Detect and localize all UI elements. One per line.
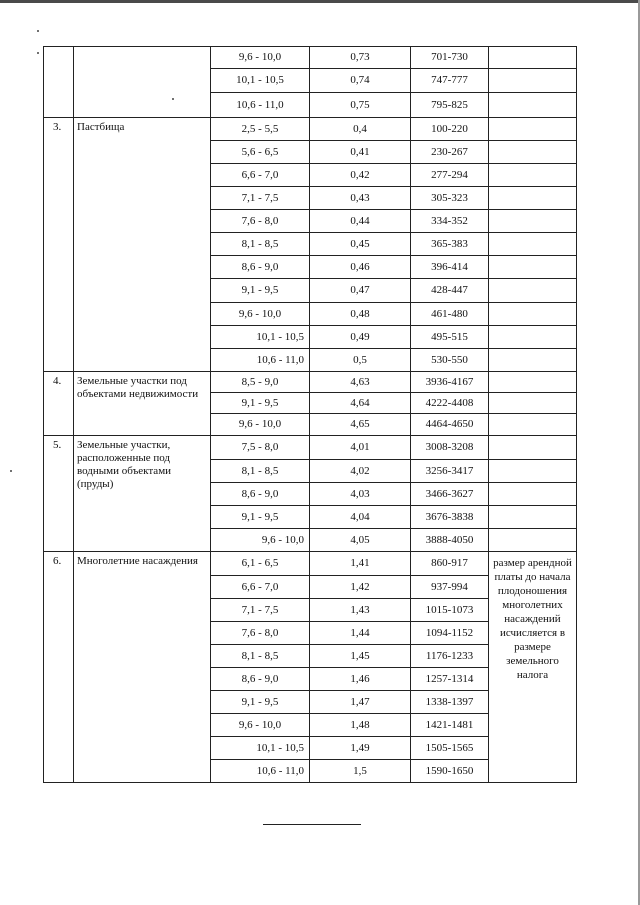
rent-range-cell: 1257-1314 [411, 668, 489, 691]
coefficient-cell: 0,4 [310, 118, 411, 141]
score-range-cell: 6,6 - 7,0 [211, 164, 310, 187]
score-range-cell: 10,6 - 11,0 [211, 93, 310, 118]
score-range-cell: 8,6 - 9,0 [211, 668, 310, 691]
score-range-cell: 10,1 - 10,5 [211, 326, 310, 349]
score-range-cell: 6,6 - 7,0 [211, 576, 310, 599]
score-range-cell: 9,6 - 10,0 [211, 303, 310, 326]
coefficient-cell: 1,45 [310, 645, 411, 668]
rent-range-cell: 230-267 [411, 141, 489, 164]
note-cell: размер арендной платы до начала плодоношения многолетних насаждений исчисляется в размере земельного налога [489, 552, 577, 783]
rent-range-cell: 100-220 [411, 118, 489, 141]
score-range-cell: 10,6 - 11,0 [211, 760, 310, 783]
rent-rates-table [43, 46, 577, 783]
score-range-cell: 9,1 - 9,5 [211, 506, 310, 529]
score-range-cell: 9,1 - 9,5 [211, 279, 310, 303]
coefficient-cell: 1,46 [310, 668, 411, 691]
land-category-name: Пастбища [74, 118, 211, 372]
table-row [44, 118, 577, 141]
row-number: 6. [44, 552, 74, 783]
score-range-cell: 7,6 - 8,0 [211, 622, 310, 645]
score-range-cell: 5,6 - 6,5 [211, 141, 310, 164]
note-cell-empty [489, 349, 577, 372]
score-range-cell: 8,1 - 8,5 [211, 645, 310, 668]
rent-range-cell: 701-730 [411, 47, 489, 69]
coefficient-cell: 1,44 [310, 622, 411, 645]
coefficient-cell: 1,41 [310, 552, 411, 576]
rent-range-cell: 3256-3417 [411, 460, 489, 483]
coefficient-cell: 1,5 [310, 760, 411, 783]
score-range-cell: 9,1 - 9,5 [211, 691, 310, 714]
table-row [44, 47, 577, 69]
score-range-cell: 8,6 - 9,0 [211, 483, 310, 506]
score-range-cell: 9,6 - 10,0 [211, 47, 310, 69]
coefficient-cell: 0,73 [310, 47, 411, 69]
rent-range-cell: 1590-1650 [411, 760, 489, 783]
score-range-cell: 8,1 - 8,5 [211, 233, 310, 256]
coefficient-cell: 0,41 [310, 141, 411, 164]
coefficient-cell: 0,45 [310, 233, 411, 256]
note-cell-empty [489, 187, 577, 210]
score-range-cell: 8,6 - 9,0 [211, 256, 310, 279]
rent-range-cell: 1421-1481 [411, 714, 489, 737]
coefficient-cell: 4,05 [310, 529, 411, 552]
score-range-cell: 7,1 - 7,5 [211, 187, 310, 210]
coefficient-cell: 0,46 [310, 256, 411, 279]
rent-range-cell: 396-414 [411, 256, 489, 279]
note-cell-empty [489, 414, 577, 436]
note-cell-empty [489, 483, 577, 506]
land-category-name: Земельные участки, расположенные под водными объектами (пруды) [74, 436, 211, 552]
note-cell-empty [489, 141, 577, 164]
score-range-cell: 9,6 - 10,0 [211, 529, 310, 552]
rent-range-cell: 860-917 [411, 552, 489, 576]
score-range-cell: 9,6 - 10,0 [211, 714, 310, 737]
rent-range-cell: 3676-3838 [411, 506, 489, 529]
coefficient-cell: 0,74 [310, 69, 411, 93]
rent-range-cell: 1176-1233 [411, 645, 489, 668]
row-number: 5. [44, 436, 74, 552]
coefficient-cell: 0,49 [310, 326, 411, 349]
score-range-cell: 10,6 - 11,0 [211, 349, 310, 372]
rent-range-cell: 277-294 [411, 164, 489, 187]
rent-range-cell: 3936-4167 [411, 372, 489, 393]
rent-range-cell: 795-825 [411, 93, 489, 118]
note-cell-empty [489, 93, 577, 118]
rent-range-cell: 3008-3208 [411, 436, 489, 460]
coefficient-cell: 4,01 [310, 436, 411, 460]
note-cell-empty [489, 506, 577, 529]
rent-range-cell: 1505-1565 [411, 737, 489, 760]
coefficient-cell: 0,48 [310, 303, 411, 326]
note-cell-empty [489, 256, 577, 279]
note-cell-empty [489, 460, 577, 483]
note-cell-empty [489, 47, 577, 69]
note-cell-empty [489, 303, 577, 326]
coefficient-cell: 4,65 [310, 414, 411, 436]
rent-range-cell: 495-515 [411, 326, 489, 349]
rent-range-cell: 1015-1073 [411, 599, 489, 622]
note-cell-empty [489, 164, 577, 187]
rent-range-cell: 3466-3627 [411, 483, 489, 506]
scan-speck [37, 52, 39, 54]
note-cell-empty [489, 326, 577, 349]
rent-range-cell: 461-480 [411, 303, 489, 326]
score-range-cell: 2,5 - 5,5 [211, 118, 310, 141]
rent-range-cell: 365-383 [411, 233, 489, 256]
rent-range-cell: 4222-4408 [411, 393, 489, 414]
coefficient-cell: 0,5 [310, 349, 411, 372]
coefficient-cell: 4,02 [310, 460, 411, 483]
note-cell-empty [489, 69, 577, 93]
note-cell-empty [489, 118, 577, 141]
rent-range-cell: 530-550 [411, 349, 489, 372]
rent-range-cell: 4464-4650 [411, 414, 489, 436]
note-cell-empty [489, 233, 577, 256]
coefficient-cell: 1,47 [310, 691, 411, 714]
rent-range-cell: 1094-1152 [411, 622, 489, 645]
table-row [44, 552, 577, 576]
coefficient-cell: 1,43 [310, 599, 411, 622]
coefficient-cell: 1,42 [310, 576, 411, 599]
score-range-cell: 7,1 - 7,5 [211, 599, 310, 622]
rent-range-cell: 747-777 [411, 69, 489, 93]
score-range-cell: 10,1 - 10,5 [211, 737, 310, 760]
note-cell-empty [489, 529, 577, 552]
coefficient-cell: 0,42 [310, 164, 411, 187]
note-cell-empty [489, 393, 577, 414]
score-range-cell: 6,1 - 6,5 [211, 552, 310, 576]
coefficient-cell: 4,04 [310, 506, 411, 529]
row-number: 3. [44, 118, 74, 372]
rent-range-cell: 305-323 [411, 187, 489, 210]
score-range-cell: 9,6 - 10,0 [211, 414, 310, 436]
table-row [44, 372, 577, 393]
score-range-cell: 10,1 - 10,5 [211, 69, 310, 93]
row-number [44, 47, 74, 118]
rent-range-cell: 1338-1397 [411, 691, 489, 714]
row-number: 4. [44, 372, 74, 436]
score-range-cell: 9,1 - 9,5 [211, 393, 310, 414]
coefficient-cell: 0,44 [310, 210, 411, 233]
table-row [44, 436, 577, 460]
coefficient-cell: 4,63 [310, 372, 411, 393]
coefficient-cell: 1,49 [310, 737, 411, 760]
coefficient-cell: 4,64 [310, 393, 411, 414]
scan-top-edge [0, 0, 640, 3]
land-category-name [74, 47, 211, 118]
rent-rates-table-body [44, 47, 577, 783]
land-category-name: Многолетние насаждения [74, 552, 211, 783]
coefficient-cell: 0,47 [310, 279, 411, 303]
note-cell-empty [489, 436, 577, 460]
scan-speck [10, 470, 12, 472]
note-cell-empty [489, 210, 577, 233]
coefficient-cell: 0,43 [310, 187, 411, 210]
rent-range-cell: 937-994 [411, 576, 489, 599]
closing-rule [263, 824, 361, 825]
rent-range-cell: 334-352 [411, 210, 489, 233]
coefficient-cell: 4,03 [310, 483, 411, 506]
coefficient-cell: 1,48 [310, 714, 411, 737]
score-range-cell: 7,6 - 8,0 [211, 210, 310, 233]
coefficient-cell: 0,75 [310, 93, 411, 118]
rent-range-cell: 428-447 [411, 279, 489, 303]
rent-range-cell: 3888-4050 [411, 529, 489, 552]
note-cell-empty [489, 372, 577, 393]
scan-speck [37, 30, 39, 32]
score-range-cell: 7,5 - 8,0 [211, 436, 310, 460]
score-range-cell: 8,5 - 9,0 [211, 372, 310, 393]
note-cell-empty [489, 279, 577, 303]
score-range-cell: 8,1 - 8,5 [211, 460, 310, 483]
land-category-name: Земельные участки под объектами недвижимости [74, 372, 211, 436]
